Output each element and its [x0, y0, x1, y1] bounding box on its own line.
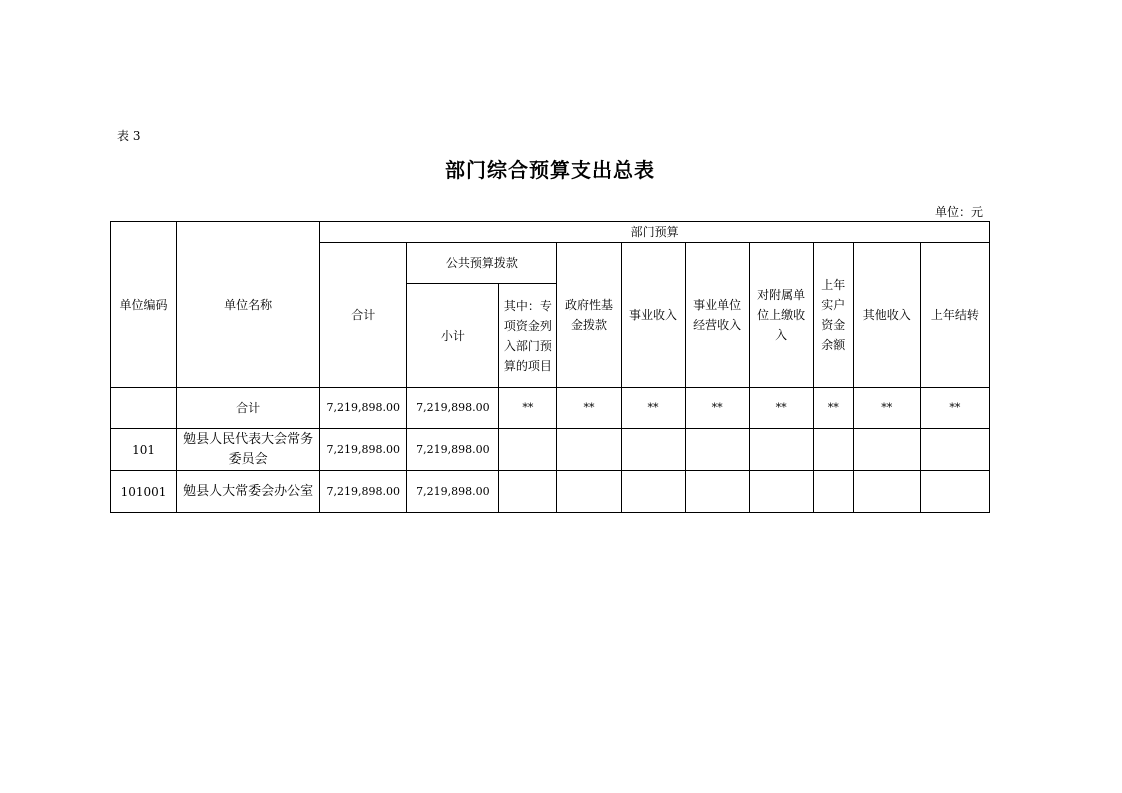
cell-empty [813, 471, 853, 513]
cell-empty [853, 471, 920, 513]
header-gov-fund: 政府性基金拨款 [557, 243, 621, 388]
cell-code: 101001 [111, 471, 177, 513]
cell-code: 101 [111, 429, 177, 471]
table-row-total [111, 388, 990, 429]
header-unit-code: 单位编码 [111, 222, 177, 388]
cell-empty [749, 429, 813, 471]
header-public-budget: 公共预算拨款 [407, 243, 557, 284]
cell-total: 7,219,898.00 [320, 388, 407, 429]
cell-empty [557, 429, 621, 471]
header-business-income: 事业收入 [621, 243, 685, 388]
cell-name: 勉县人民代表大会常务委员会 [177, 429, 320, 471]
cell-name: 合计 [177, 388, 320, 429]
header-special-funds: 其中：专项资金列入部门预算的项目 [499, 284, 557, 388]
cell-code [111, 388, 177, 429]
cell-empty [499, 429, 557, 471]
cell-business-income: ** [621, 388, 685, 429]
budget-table [110, 221, 990, 513]
table-row [111, 471, 990, 513]
cell-empty [499, 471, 557, 513]
cell-empty [621, 471, 685, 513]
cell-special-funds: ** [499, 388, 557, 429]
cell-subtotal: 7,219,898.00 [407, 471, 499, 513]
cell-operating-income: ** [685, 388, 749, 429]
cell-total: 7,219,898.00 [320, 471, 407, 513]
header-unit-name: 单位名称 [177, 222, 320, 388]
header-subordinate-income: 对附属单位上缴收入 [749, 243, 813, 388]
cell-empty [557, 471, 621, 513]
cell-empty [813, 429, 853, 471]
page-title: 部门综合预算支出总表 [445, 158, 655, 182]
cell-gov-fund: ** [557, 388, 621, 429]
cell-name: 勉县人大常委会办公室 [177, 471, 320, 513]
header-prior-year-carryover: 上年结转 [920, 243, 989, 388]
cell-empty [749, 471, 813, 513]
table-number: 表 3 [117, 129, 141, 143]
header-other-income: 其他收入 [853, 243, 920, 388]
header-prior-year-balance: 上年实户资金余额 [813, 243, 853, 388]
cell-empty [920, 471, 989, 513]
cell-empty [853, 429, 920, 471]
cell-empty [685, 429, 749, 471]
cell-subtotal: 7,219,898.00 [407, 429, 499, 471]
table-row [111, 429, 990, 471]
header-dept-budget: 部门预算 [320, 222, 990, 243]
unit-label: 单位：元 [935, 205, 984, 219]
cell-other-income: ** [853, 388, 920, 429]
cell-total: 7,219,898.00 [320, 429, 407, 471]
cell-subtotal: 7,219,898.00 [407, 388, 499, 429]
header-subtotal: 小计 [407, 284, 499, 388]
cell-empty [920, 429, 989, 471]
cell-empty [621, 429, 685, 471]
header-total: 合计 [320, 243, 407, 388]
cell-subordinate-income: ** [749, 388, 813, 429]
cell-empty [685, 471, 749, 513]
cell-prior-year-carryover: ** [920, 388, 989, 429]
cell-prior-year-balance: ** [813, 388, 853, 429]
header-operating-income: 事业单位经营收入 [685, 243, 749, 388]
